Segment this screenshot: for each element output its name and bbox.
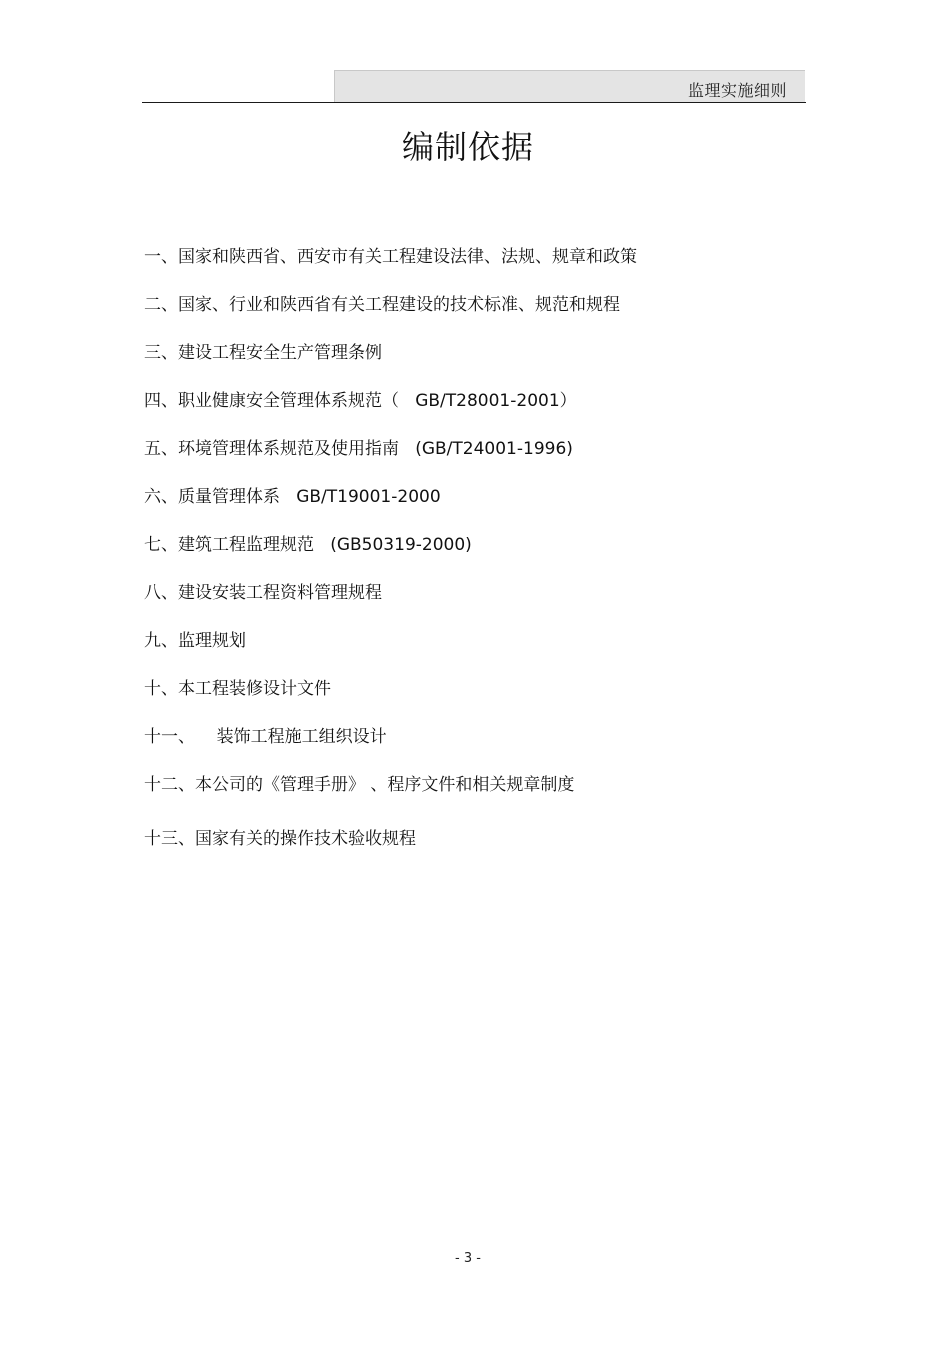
list-item: 六、质量管理体系 GB/T19001-2000	[144, 487, 441, 507]
list-item: 十、本工程装修设计文件	[144, 679, 331, 699]
header-divider	[142, 102, 806, 103]
page-title: 编制依据	[401, 128, 534, 166]
page-number: - 3 -	[455, 1251, 481, 1266]
list-item: 十一、 装饰工程施工组织设计	[144, 727, 387, 747]
list-item: 七、建筑工程监理规范 (GB50319-2000)	[144, 535, 472, 555]
running-header-title: 监理实施细则	[687, 81, 787, 100]
list-item: 十二、本公司的《管理手册》 、程序文件和相关规章制度	[144, 775, 575, 795]
list-item: 二、国家、行业和陕西省有关工程建设的技术标准、规范和规程	[144, 295, 620, 315]
running-header	[334, 70, 805, 102]
list-item: 四、职业健康安全管理体系规范（ GB/T28001-2001）	[144, 391, 577, 411]
basis-list	[144, 245, 637, 851]
list-item: 一、国家和陕西省、西安市有关工程建设法律、法规、规章和政策	[144, 247, 637, 267]
list-item: 十三、国家有关的操作技术验收规程	[144, 829, 416, 849]
list-item: 五、环境管理体系规范及使用指南 (GB/T24001-1996)	[144, 439, 573, 459]
list-item: 八、建设安装工程资料管理规程	[144, 583, 382, 603]
list-item: 三、建设工程安全生产管理条例	[144, 343, 382, 363]
list-item: 九、监理规划	[144, 631, 246, 651]
